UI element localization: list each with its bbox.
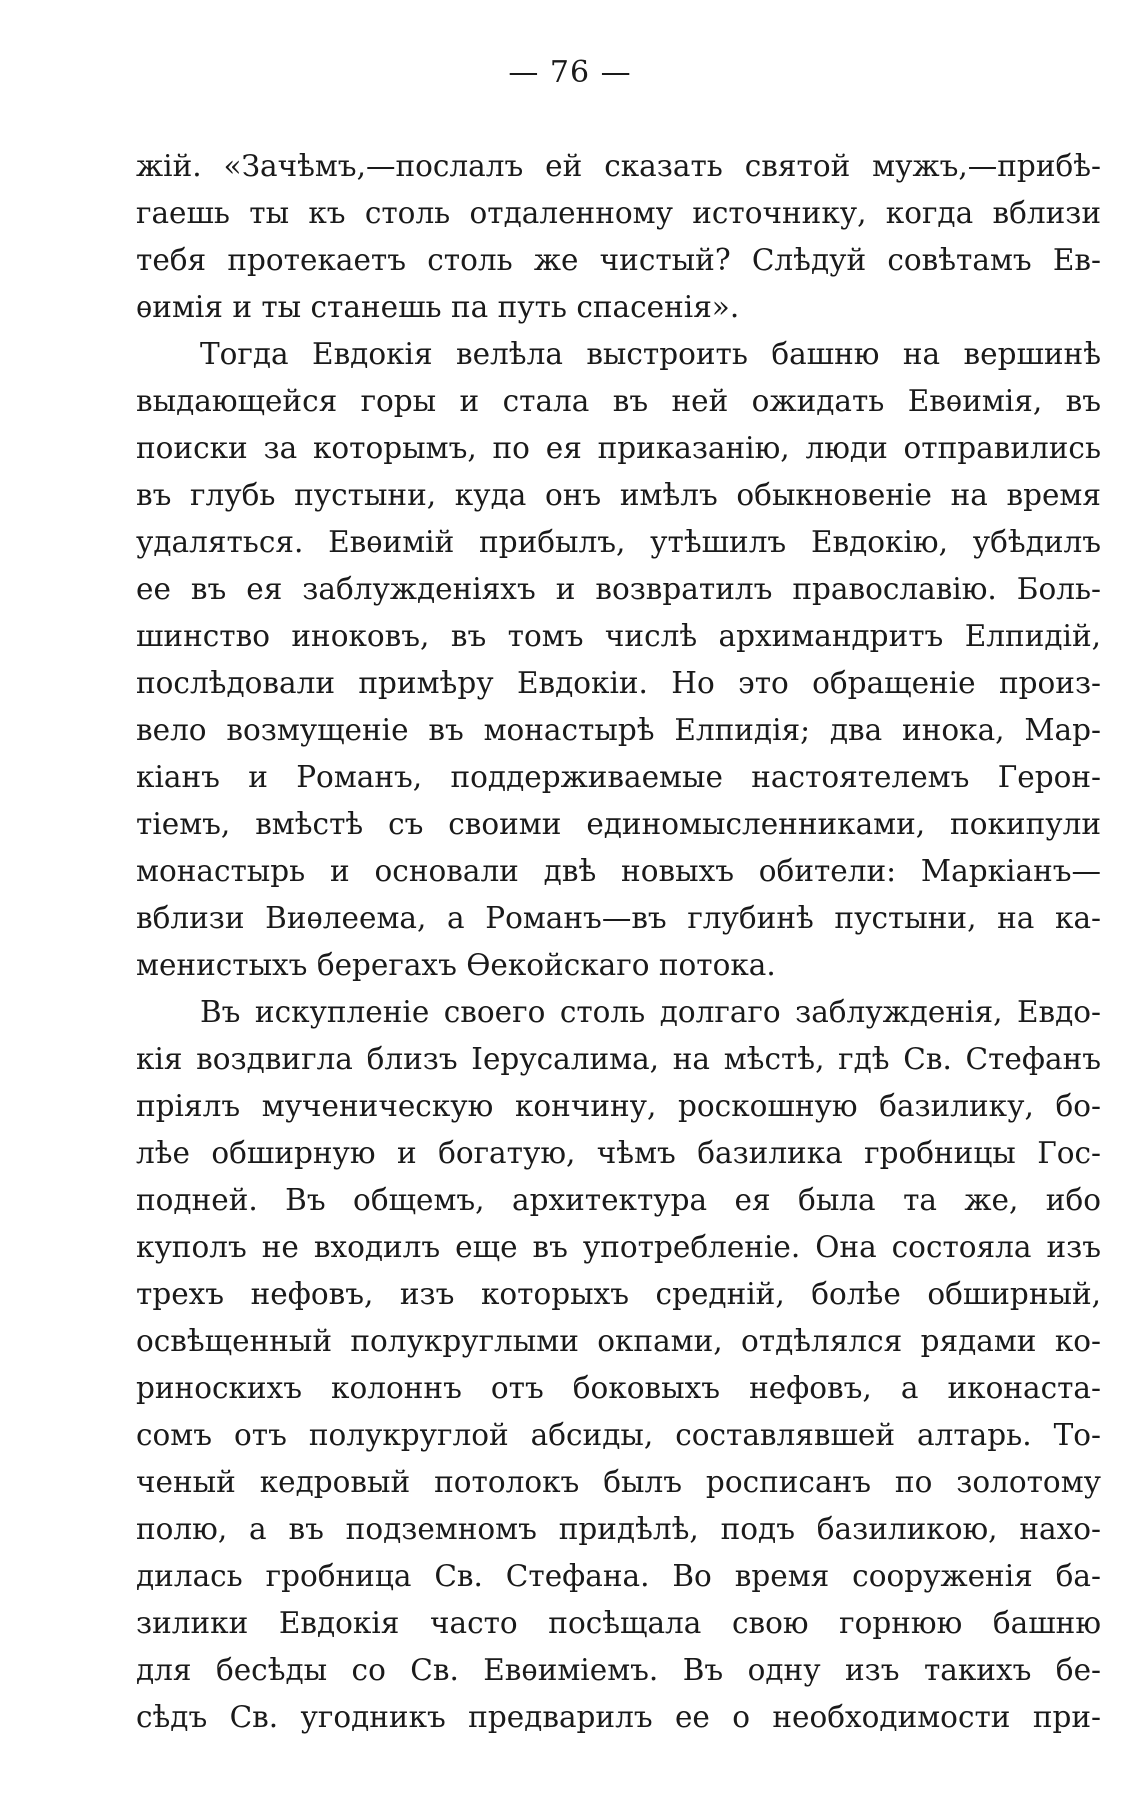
text-line: тіемъ, вмѣстѣ съ своими единомысленниками, покипули	[136, 807, 1101, 841]
text-line: ее въ ея заблужденіяхъ и возвратилъ православію. Боль-	[136, 572, 1101, 606]
text-line: Тогда Евдокія велѣла выстроить башню на вершинѣ	[200, 337, 1101, 371]
text-line: въ глубь пустыни, куда онъ имѣлъ обыкновеніе на время	[136, 478, 1101, 512]
text-line: куполъ не входилъ еще въ употребленіе. Она состояла изъ	[136, 1230, 1101, 1264]
text-line: монастырь и основали двѣ новыхъ обители: Маркіанъ—	[136, 854, 1101, 888]
text-line: трехъ нефовъ, изъ которыхъ средній, болѣе обширный,	[136, 1277, 1101, 1311]
text-line: сѣдъ Св. угодникъ предварилъ ее о необходимости при-	[136, 1700, 1101, 1734]
text-line: сомъ отъ полукруглой абсиды, составлявшей алтарь. То-	[136, 1418, 1101, 1452]
text-line: менистыхъ берегахъ Ѳекойскаго потока.	[136, 948, 776, 982]
body-text	[136, 143, 1101, 1741]
text-line: ченый кедровый потолокъ былъ росписанъ по золотому	[136, 1465, 1101, 1499]
text-line: риноскихъ колоннъ отъ боковыхъ нефовъ, а иконаста-	[136, 1371, 1101, 1405]
text-line: гаешь ты къ столь отдаленному источнику, когда вблизи	[136, 196, 1101, 230]
text-line: вело возмущеніе въ монастырѣ Елпидія; два инока, Мар-	[136, 713, 1101, 747]
text-line: лѣе обширную и богатую, чѣмъ базилика гробницы Гос-	[136, 1136, 1101, 1170]
text-line: вблизи Виѳлеема, а Романъ—въ глубинѣ пустыни, на ка-	[136, 901, 1101, 935]
text-line: пріялъ мученическую кончину, роскошную базилику, бо-	[136, 1089, 1101, 1123]
text-line: для бесѣды со Св. Евѳиміемъ. Въ одну изъ такихъ бе-	[136, 1653, 1101, 1687]
text-line: Въ искупленіе своего столь долгаго заблужденія, Евдо-	[200, 995, 1101, 1029]
text-line: дилась гробница Св. Стефана. Во время сооруженія ба-	[136, 1559, 1101, 1593]
text-line: удаляться. Евѳимій прибылъ, утѣшилъ Евдокію, убѣдилъ	[136, 525, 1101, 559]
text-line: тебя протекаетъ столь же чистый? Слѣдуй совѣтамъ Ев-	[136, 243, 1101, 277]
text-line: подней. Въ общемъ, архитектура ея была та же, ибо	[136, 1183, 1101, 1217]
text-line: шинство иноковъ, въ томъ числѣ архимандритъ Елпидій,	[136, 619, 1101, 653]
text-line: полю, а въ подземномъ придѣлѣ, подъ базиликою, нахо-	[136, 1512, 1101, 1546]
text-line: кія воздвигла близъ Іерусалима, на мѣстѣ, гдѣ Св. Стефанъ	[136, 1042, 1101, 1076]
text-line: зилики Евдокія часто посѣщала свою горнюю башню	[136, 1606, 1101, 1640]
text-line: ѳимія и ты станешь па путь спасенія».	[136, 290, 740, 324]
text-line: кіанъ и Романъ, поддерживаемые настоятелемъ Герон-	[136, 760, 1101, 794]
text-line: освѣщенный полукруглыми окпами, отдѣлялся рядами ко-	[136, 1324, 1101, 1358]
text-line: послѣдовали примѣру Евдокіи. Но это обращеніе произ-	[136, 666, 1101, 700]
text-line: жій. «Зачѣмъ,—послалъ ей сказать святой мужъ,—прибѣ-	[136, 149, 1101, 183]
text-line: выдающейся горы и стала въ ней ожидать Евѳимія, въ	[136, 384, 1101, 418]
page-number: — 76 —	[508, 55, 632, 90]
text-line: поиски за которымъ, по ея приказанію, люди отправились	[136, 431, 1101, 465]
